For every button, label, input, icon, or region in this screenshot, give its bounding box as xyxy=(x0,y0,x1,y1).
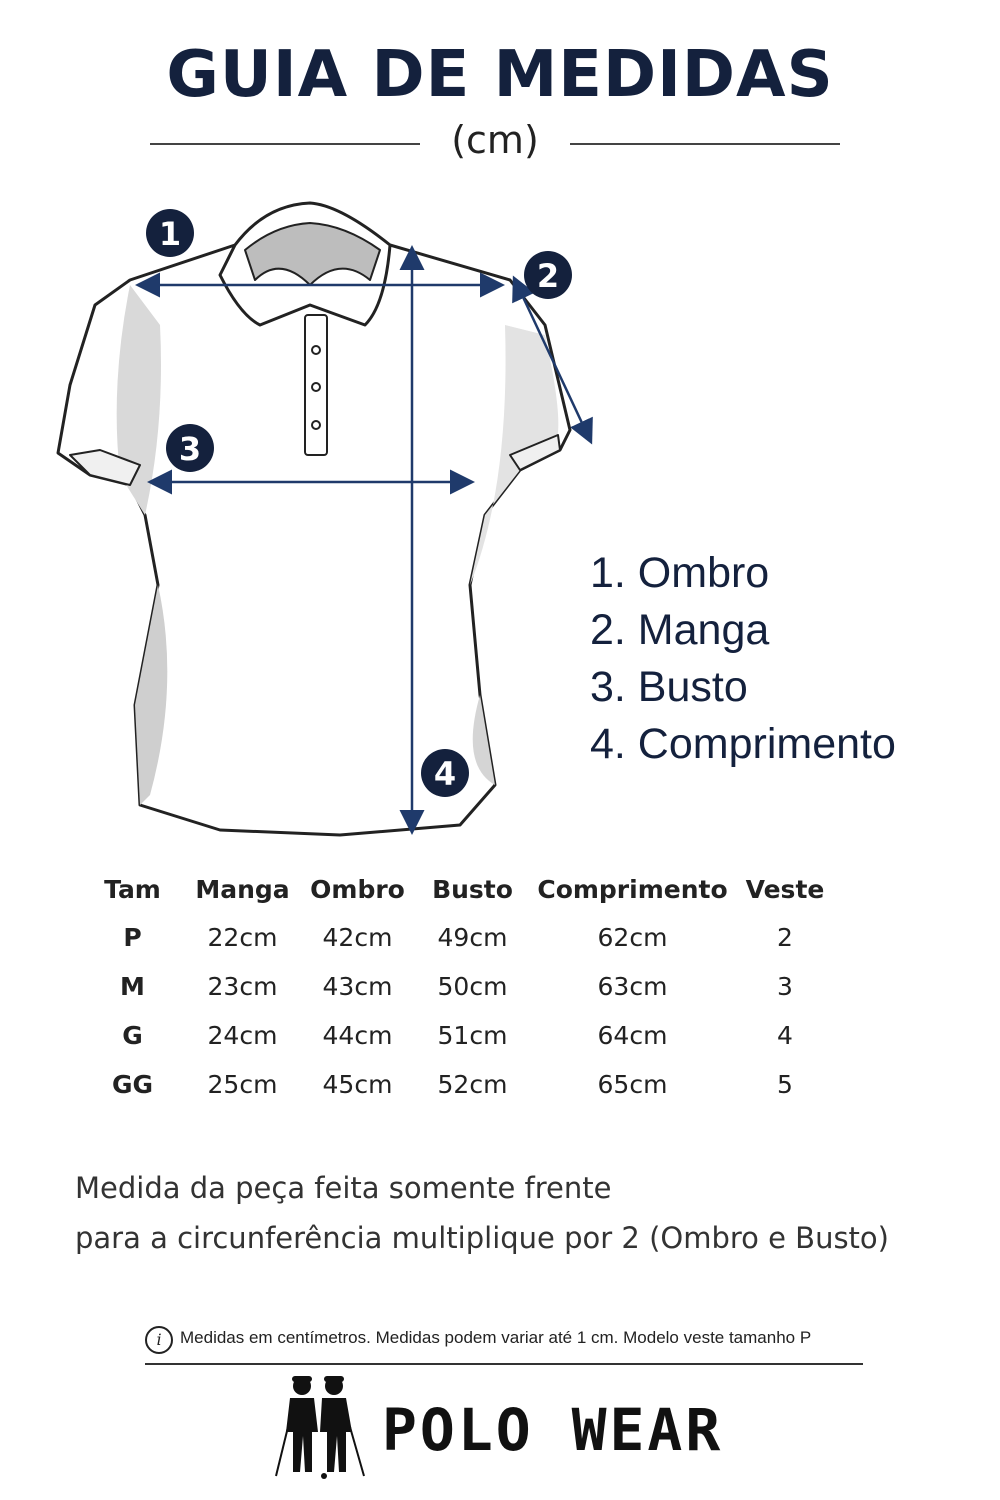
unit-divider xyxy=(150,118,840,168)
divider-line-right xyxy=(570,143,840,145)
marker-2-label: 2 xyxy=(536,257,560,295)
legend-item-manga: 2. Manga xyxy=(590,606,770,654)
header-veste: Veste xyxy=(745,874,825,904)
cell-manga: 23cm xyxy=(207,972,278,1001)
marker-3 xyxy=(166,424,214,472)
cell-busto: 52cm xyxy=(437,1070,508,1099)
cell-veste: 4 xyxy=(777,1021,793,1050)
legend-item-ombro: 1. Ombro xyxy=(590,549,770,597)
cell-manga: 25cm xyxy=(207,1070,278,1099)
marker-3-label: 3 xyxy=(178,430,202,468)
measurement-notes xyxy=(75,1165,889,1265)
cell-comprimento: 63cm xyxy=(597,972,668,1001)
table-row xyxy=(85,1011,840,1060)
cell-veste: 5 xyxy=(777,1070,793,1099)
size-table xyxy=(85,865,840,1109)
cell-ombro: 45cm xyxy=(322,1070,393,1099)
header-ombro: Ombro xyxy=(310,874,405,904)
cell-busto: 49cm xyxy=(437,923,508,952)
shirt-outline xyxy=(58,203,570,835)
info-icon: i xyxy=(145,1326,173,1354)
cell-veste: 2 xyxy=(777,923,793,952)
cell-manga: 24cm xyxy=(207,1021,278,1050)
cell-tam: M xyxy=(120,972,145,1001)
cell-tam: P xyxy=(123,923,142,952)
marker-1 xyxy=(146,209,194,257)
table-row xyxy=(85,962,840,1011)
cell-comprimento: 65cm xyxy=(597,1070,668,1099)
cell-ombro: 42cm xyxy=(322,923,393,952)
table-header-row xyxy=(85,865,840,913)
cell-tam: GG xyxy=(111,1070,154,1099)
cell-comprimento: 62cm xyxy=(597,923,668,952)
marker-2 xyxy=(524,251,572,299)
polo-players-icon xyxy=(270,1372,370,1482)
header-busto: Busto xyxy=(432,874,513,904)
marker-1-label: 1 xyxy=(158,215,182,253)
cell-busto: 51cm xyxy=(437,1021,508,1050)
note-line-2: para a circunferência multiplique por 2 (Ombro e Busto) xyxy=(75,1221,889,1255)
unit-label: (cm) xyxy=(451,118,539,162)
info-divider xyxy=(145,1363,863,1365)
cell-tam: G xyxy=(122,1021,143,1050)
note-line-1: Medida da peça feita somente frente xyxy=(75,1171,612,1205)
marker-4 xyxy=(421,749,469,797)
header-tam: Tam xyxy=(104,874,161,904)
legend-item-comprimento: 4. Comprimento xyxy=(590,720,896,768)
table-row xyxy=(85,1060,840,1109)
cell-busto: 50cm xyxy=(437,972,508,1001)
cell-ombro: 43cm xyxy=(322,972,393,1001)
shirt-diagram xyxy=(40,185,600,845)
legend-item-busto: 3. Busto xyxy=(590,663,748,711)
cell-veste: 3 xyxy=(777,972,793,1001)
info-text: Medidas em centímetros. Medidas podem variar até 1 cm. Modelo veste tamanho P xyxy=(180,1328,812,1347)
cell-ombro: 44cm xyxy=(322,1021,393,1050)
brand-name: POLO WEAR xyxy=(382,1396,724,1464)
info-row xyxy=(145,1325,863,1357)
page-title: GUIA DE MEDIDAS xyxy=(166,38,834,112)
marker-4-label: 4 xyxy=(433,755,457,793)
header-comprimento: Comprimento xyxy=(537,874,728,904)
table-row xyxy=(85,913,840,962)
cell-manga: 22cm xyxy=(207,923,278,952)
header-manga: Manga xyxy=(195,874,290,904)
measurement-legend xyxy=(590,545,896,773)
cell-comprimento: 64cm xyxy=(597,1021,668,1050)
